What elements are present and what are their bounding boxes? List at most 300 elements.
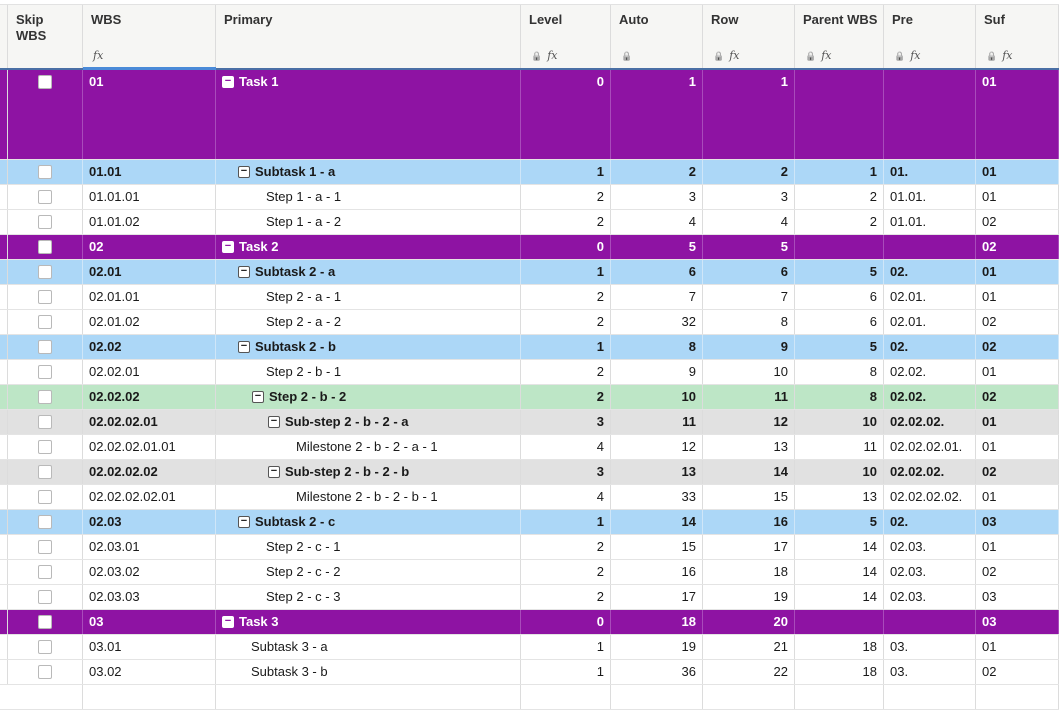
cell-suf[interactable] bbox=[976, 310, 1059, 334]
cell-parent[interactable] bbox=[795, 460, 884, 484]
cell-level[interactable] bbox=[521, 385, 611, 409]
cell-parent[interactable] bbox=[795, 185, 884, 209]
cell-wbs[interactable] bbox=[83, 435, 216, 459]
collapse-toggle-icon[interactable]: − bbox=[268, 466, 280, 478]
cell-wbs[interactable] bbox=[83, 585, 216, 609]
cell-wbs[interactable] bbox=[83, 260, 216, 284]
cell-pre[interactable] bbox=[884, 235, 976, 259]
cell-primary[interactable] bbox=[216, 70, 521, 159]
cell-wbs[interactable] bbox=[83, 235, 216, 259]
cell-wbs[interactable] bbox=[83, 685, 216, 709]
skip-wbs-checkbox[interactable] bbox=[38, 215, 52, 229]
cell-parent[interactable] bbox=[795, 385, 884, 409]
cell-auto[interactable] bbox=[611, 210, 703, 234]
cell-wbs[interactable] bbox=[83, 360, 216, 384]
cell-skip[interactable] bbox=[8, 485, 83, 509]
skip-wbs-checkbox[interactable] bbox=[38, 440, 52, 454]
cell-skip[interactable] bbox=[8, 510, 83, 534]
cell-skip[interactable] bbox=[8, 235, 83, 259]
column-header-parent[interactable] bbox=[795, 5, 884, 68]
cell-parent[interactable] bbox=[795, 310, 884, 334]
cell-suf[interactable] bbox=[976, 610, 1059, 634]
level-value: 2 bbox=[596, 189, 604, 204]
cell-parent[interactable] bbox=[795, 685, 884, 709]
cell-row[interactable] bbox=[703, 285, 795, 309]
table-row[interactable] bbox=[0, 335, 1059, 360]
column-header-pre[interactable] bbox=[884, 5, 976, 68]
cell-suf[interactable] bbox=[976, 385, 1059, 409]
cell-suf[interactable] bbox=[976, 485, 1059, 509]
cell-primary[interactable] bbox=[216, 360, 521, 384]
cell-skip[interactable] bbox=[8, 210, 83, 234]
cell-parent[interactable] bbox=[795, 660, 884, 684]
column-header-auto[interactable] bbox=[611, 5, 703, 68]
cell-wbs[interactable] bbox=[83, 160, 216, 184]
cell-pre[interactable] bbox=[884, 510, 976, 534]
cell-suf[interactable] bbox=[976, 635, 1059, 659]
table-row[interactable] bbox=[0, 535, 1059, 560]
cell-wbs[interactable] bbox=[83, 410, 216, 434]
skip-wbs-checkbox[interactable] bbox=[38, 365, 52, 379]
cell-suf[interactable] bbox=[976, 585, 1059, 609]
cell-wbs[interactable] bbox=[83, 460, 216, 484]
cell-parent[interactable] bbox=[795, 235, 884, 259]
skip-wbs-checkbox[interactable] bbox=[38, 665, 52, 679]
cell-parent[interactable] bbox=[795, 435, 884, 459]
cell-row[interactable] bbox=[703, 335, 795, 359]
collapse-toggle-icon[interactable]: − bbox=[252, 391, 264, 403]
skip-wbs-checkbox[interactable] bbox=[38, 75, 52, 89]
cell-wbs[interactable] bbox=[83, 635, 216, 659]
cell-pre[interactable] bbox=[884, 685, 976, 709]
cell-parent[interactable] bbox=[795, 160, 884, 184]
table-row[interactable] bbox=[0, 435, 1059, 460]
skip-wbs-checkbox[interactable] bbox=[38, 240, 52, 254]
cell-row[interactable] bbox=[703, 185, 795, 209]
row-gutter[interactable] bbox=[0, 585, 8, 609]
row-gutter[interactable] bbox=[0, 310, 8, 334]
cell-wbs[interactable] bbox=[83, 610, 216, 634]
table-row[interactable] bbox=[0, 160, 1059, 185]
cell-level[interactable] bbox=[521, 610, 611, 634]
cell-pre[interactable] bbox=[884, 435, 976, 459]
cell-primary[interactable] bbox=[216, 460, 521, 484]
row-gutter[interactable] bbox=[0, 70, 8, 159]
cell-parent[interactable] bbox=[795, 635, 884, 659]
cell-primary[interactable] bbox=[216, 160, 521, 184]
cell-suf[interactable] bbox=[976, 70, 1059, 159]
cell-primary[interactable] bbox=[216, 185, 521, 209]
table-row[interactable] bbox=[0, 560, 1059, 585]
cell-row[interactable] bbox=[703, 610, 795, 634]
cell-pre[interactable] bbox=[884, 410, 976, 434]
cell-skip[interactable] bbox=[8, 660, 83, 684]
cell-parent[interactable] bbox=[795, 410, 884, 434]
column-header-row[interactable] bbox=[703, 5, 795, 68]
cell-pre[interactable] bbox=[884, 585, 976, 609]
cell-parent[interactable] bbox=[795, 485, 884, 509]
cell-level[interactable] bbox=[521, 260, 611, 284]
table-row[interactable] bbox=[0, 260, 1059, 285]
auto-value: 18 bbox=[681, 614, 696, 629]
row-gutter[interactable] bbox=[0, 160, 8, 184]
cell-suf[interactable] bbox=[976, 410, 1059, 434]
cell-pre[interactable] bbox=[884, 535, 976, 559]
cell-skip[interactable] bbox=[8, 410, 83, 434]
table-row[interactable] bbox=[0, 70, 1059, 160]
cell-row[interactable] bbox=[703, 510, 795, 534]
collapse-toggle-icon[interactable]: − bbox=[222, 241, 234, 253]
parent-value: 11 bbox=[863, 439, 877, 454]
cell-level[interactable] bbox=[521, 685, 611, 709]
cell-pre[interactable] bbox=[884, 260, 976, 284]
cell-suf[interactable] bbox=[976, 435, 1059, 459]
cell-skip[interactable] bbox=[8, 560, 83, 584]
row-gutter[interactable] bbox=[0, 535, 8, 559]
cell-wbs[interactable] bbox=[83, 285, 216, 309]
collapse-toggle-icon[interactable]: − bbox=[238, 266, 250, 278]
cell-row[interactable] bbox=[703, 685, 795, 709]
row-gutter[interactable] bbox=[0, 410, 8, 434]
row-gutter[interactable] bbox=[0, 360, 8, 384]
collapse-toggle-icon[interactable]: − bbox=[238, 516, 250, 528]
skip-wbs-checkbox[interactable] bbox=[38, 565, 52, 579]
table-row[interactable] bbox=[0, 360, 1059, 385]
cell-skip[interactable] bbox=[8, 360, 83, 384]
skip-wbs-checkbox[interactable] bbox=[38, 590, 52, 604]
cell-auto[interactable] bbox=[611, 360, 703, 384]
table-row[interactable] bbox=[0, 385, 1059, 410]
cell-pre[interactable] bbox=[884, 160, 976, 184]
table-row[interactable] bbox=[0, 410, 1059, 435]
cell-suf[interactable] bbox=[976, 510, 1059, 534]
table-row[interactable] bbox=[0, 485, 1059, 510]
row-gutter[interactable] bbox=[0, 610, 8, 634]
row-gutter[interactable] bbox=[0, 485, 8, 509]
cell-skip[interactable] bbox=[8, 460, 83, 484]
column-header-label: Parent WBS bbox=[803, 12, 878, 27]
cell-suf[interactable] bbox=[976, 685, 1059, 709]
cell-skip[interactable] bbox=[8, 160, 83, 184]
skip-wbs-checkbox[interactable] bbox=[38, 415, 52, 429]
cell-level[interactable] bbox=[521, 185, 611, 209]
column-header-skip[interactable] bbox=[8, 5, 83, 68]
column-header-level[interactable] bbox=[521, 5, 611, 68]
cell-auto[interactable] bbox=[611, 585, 703, 609]
row-gutter[interactable] bbox=[0, 235, 8, 259]
cell-level[interactable] bbox=[521, 485, 611, 509]
cell-wbs[interactable] bbox=[83, 485, 216, 509]
cell-auto[interactable] bbox=[611, 260, 703, 284]
row-gutter[interactable] bbox=[0, 510, 8, 534]
cell-suf[interactable] bbox=[976, 160, 1059, 184]
cell-wbs[interactable] bbox=[83, 335, 216, 359]
cell-row[interactable] bbox=[703, 235, 795, 259]
cell-auto[interactable] bbox=[611, 460, 703, 484]
skip-wbs-checkbox[interactable] bbox=[38, 515, 52, 529]
cell-suf[interactable] bbox=[976, 460, 1059, 484]
cell-suf[interactable] bbox=[976, 185, 1059, 209]
column-header-wbs[interactable] bbox=[83, 5, 216, 68]
cell-pre[interactable] bbox=[884, 385, 976, 409]
cell-wbs[interactable] bbox=[83, 510, 216, 534]
cell-pre[interactable] bbox=[884, 210, 976, 234]
cell-wbs[interactable] bbox=[83, 185, 216, 209]
row-gutter[interactable] bbox=[0, 660, 8, 684]
cell-parent[interactable] bbox=[795, 360, 884, 384]
cell-level[interactable] bbox=[521, 285, 611, 309]
cell-pre[interactable] bbox=[884, 310, 976, 334]
cell-skip[interactable] bbox=[8, 685, 83, 709]
cell-row[interactable] bbox=[703, 460, 795, 484]
cell-row[interactable] bbox=[703, 160, 795, 184]
cell-level[interactable] bbox=[521, 335, 611, 359]
cell-skip[interactable] bbox=[8, 310, 83, 334]
cell-parent[interactable] bbox=[795, 585, 884, 609]
cell-suf[interactable] bbox=[976, 260, 1059, 284]
skip-wbs-checkbox[interactable] bbox=[38, 290, 52, 304]
table-row[interactable] bbox=[0, 660, 1059, 685]
cell-auto[interactable] bbox=[611, 335, 703, 359]
row-gutter[interactable] bbox=[0, 460, 8, 484]
cell-primary[interactable] bbox=[216, 485, 521, 509]
collapse-toggle-icon[interactable]: − bbox=[238, 341, 250, 353]
skip-wbs-checkbox[interactable] bbox=[38, 315, 52, 329]
cell-skip[interactable] bbox=[8, 185, 83, 209]
collapse-toggle-icon[interactable]: − bbox=[238, 166, 250, 178]
cell-level[interactable] bbox=[521, 70, 611, 159]
cell-primary[interactable] bbox=[216, 435, 521, 459]
skip-wbs-checkbox[interactable] bbox=[38, 340, 52, 354]
cell-suf[interactable] bbox=[976, 560, 1059, 584]
cell-skip[interactable] bbox=[8, 385, 83, 409]
collapse-toggle-icon[interactable]: − bbox=[222, 616, 234, 628]
cell-skip[interactable] bbox=[8, 335, 83, 359]
cell-pre[interactable] bbox=[884, 460, 976, 484]
row-gutter[interactable] bbox=[0, 560, 8, 584]
cell-wbs[interactable] bbox=[83, 210, 216, 234]
skip-wbs-checkbox[interactable] bbox=[38, 190, 52, 204]
cell-wbs[interactable] bbox=[83, 560, 216, 584]
cell-primary[interactable] bbox=[216, 660, 521, 684]
collapse-toggle-icon[interactable]: − bbox=[268, 416, 280, 428]
cell-level[interactable] bbox=[521, 235, 611, 259]
cell-primary[interactable] bbox=[216, 610, 521, 634]
cell-level[interactable] bbox=[521, 160, 611, 184]
cell-primary[interactable] bbox=[216, 310, 521, 334]
cell-parent[interactable] bbox=[795, 510, 884, 534]
cell-auto[interactable] bbox=[611, 610, 703, 634]
skip-wbs-checkbox[interactable] bbox=[38, 465, 52, 479]
cell-level[interactable] bbox=[521, 460, 611, 484]
cell-row[interactable] bbox=[703, 310, 795, 334]
row-gutter[interactable] bbox=[0, 185, 8, 209]
cell-level[interactable] bbox=[521, 310, 611, 334]
cell-level[interactable] bbox=[521, 535, 611, 559]
cell-skip[interactable] bbox=[8, 585, 83, 609]
cell-parent[interactable] bbox=[795, 335, 884, 359]
column-header-label: Pre bbox=[892, 12, 913, 27]
cell-pre[interactable] bbox=[884, 285, 976, 309]
cell-auto[interactable] bbox=[611, 285, 703, 309]
cell-pre[interactable] bbox=[884, 485, 976, 509]
cell-row[interactable] bbox=[703, 410, 795, 434]
cell-primary[interactable] bbox=[216, 560, 521, 584]
cell-pre[interactable] bbox=[884, 335, 976, 359]
table-row[interactable] bbox=[0, 285, 1059, 310]
cell-row[interactable] bbox=[703, 660, 795, 684]
cell-parent[interactable] bbox=[795, 535, 884, 559]
cell-primary[interactable] bbox=[216, 260, 521, 284]
cell-auto[interactable] bbox=[611, 435, 703, 459]
cell-row[interactable] bbox=[703, 635, 795, 659]
cell-pre[interactable] bbox=[884, 660, 976, 684]
cell-row[interactable] bbox=[703, 585, 795, 609]
cell-row[interactable] bbox=[703, 260, 795, 284]
table-row[interactable] bbox=[0, 510, 1059, 535]
cell-auto[interactable] bbox=[611, 185, 703, 209]
cell-auto[interactable] bbox=[611, 660, 703, 684]
cell-skip[interactable] bbox=[8, 635, 83, 659]
primary-text: Task 1 bbox=[239, 74, 279, 89]
cell-wbs[interactable] bbox=[83, 535, 216, 559]
cell-auto[interactable] bbox=[611, 70, 703, 159]
cell-pre[interactable] bbox=[884, 610, 976, 634]
cell-row[interactable] bbox=[703, 210, 795, 234]
cell-level[interactable] bbox=[521, 435, 611, 459]
cell-auto[interactable] bbox=[611, 485, 703, 509]
cell-auto[interactable] bbox=[611, 635, 703, 659]
cell-level[interactable] bbox=[521, 635, 611, 659]
table-row[interactable] bbox=[0, 585, 1059, 610]
cell-parent[interactable] bbox=[795, 260, 884, 284]
cell-parent[interactable] bbox=[795, 560, 884, 584]
cell-auto[interactable] bbox=[611, 310, 703, 334]
table-row[interactable] bbox=[0, 310, 1059, 335]
cell-parent[interactable] bbox=[795, 70, 884, 159]
table-row[interactable] bbox=[0, 235, 1059, 260]
skip-wbs-checkbox[interactable] bbox=[38, 265, 52, 279]
cell-skip[interactable] bbox=[8, 260, 83, 284]
cell-primary[interactable] bbox=[216, 335, 521, 359]
row-gutter[interactable] bbox=[0, 335, 8, 359]
cell-skip[interactable] bbox=[8, 610, 83, 634]
cell-primary[interactable] bbox=[216, 285, 521, 309]
cell-auto[interactable] bbox=[611, 160, 703, 184]
cell-wbs[interactable] bbox=[83, 385, 216, 409]
cell-skip[interactable] bbox=[8, 285, 83, 309]
row-gutter[interactable] bbox=[0, 385, 8, 409]
cell-primary[interactable] bbox=[216, 585, 521, 609]
cell-level[interactable] bbox=[521, 510, 611, 534]
cell-primary[interactable] bbox=[216, 210, 521, 234]
cell-pre[interactable] bbox=[884, 185, 976, 209]
cell-primary[interactable] bbox=[216, 410, 521, 434]
cell-primary[interactable] bbox=[216, 635, 521, 659]
skip-wbs-checkbox[interactable] bbox=[38, 165, 52, 179]
cell-row[interactable] bbox=[703, 70, 795, 159]
cell-primary[interactable] bbox=[216, 510, 521, 534]
cell-parent[interactable] bbox=[795, 210, 884, 234]
row-gutter[interactable] bbox=[0, 260, 8, 284]
skip-wbs-checkbox[interactable] bbox=[38, 640, 52, 654]
row-gutter[interactable] bbox=[0, 635, 8, 659]
cell-primary[interactable] bbox=[216, 535, 521, 559]
skip-wbs-checkbox[interactable] bbox=[38, 490, 52, 504]
cell-suf[interactable] bbox=[976, 210, 1059, 234]
cell-auto[interactable] bbox=[611, 685, 703, 709]
cell-suf[interactable] bbox=[976, 335, 1059, 359]
column-header-primary[interactable] bbox=[216, 5, 521, 68]
cell-auto[interactable] bbox=[611, 410, 703, 434]
cell-suf[interactable] bbox=[976, 360, 1059, 384]
cell-suf[interactable] bbox=[976, 285, 1059, 309]
cell-skip[interactable] bbox=[8, 535, 83, 559]
cell-auto[interactable] bbox=[611, 510, 703, 534]
cell-level[interactable] bbox=[521, 585, 611, 609]
cell-pre[interactable] bbox=[884, 635, 976, 659]
table-row[interactable] bbox=[0, 185, 1059, 210]
cell-parent[interactable] bbox=[795, 285, 884, 309]
cell-level[interactable] bbox=[521, 660, 611, 684]
primary-text: Subtask 2 - c bbox=[255, 514, 336, 529]
cell-pre[interactable] bbox=[884, 70, 976, 159]
cell-primary[interactable] bbox=[216, 235, 521, 259]
cell-row[interactable] bbox=[703, 485, 795, 509]
cell-pre[interactable] bbox=[884, 560, 976, 584]
skip-wbs-checkbox[interactable] bbox=[38, 615, 52, 629]
cell-primary[interactable] bbox=[216, 385, 521, 409]
cell-level[interactable] bbox=[521, 560, 611, 584]
cell-row[interactable] bbox=[703, 360, 795, 384]
cell-primary[interactable] bbox=[216, 685, 521, 709]
cell-auto[interactable] bbox=[611, 560, 703, 584]
cell-parent[interactable] bbox=[795, 610, 884, 634]
collapse-toggle-icon[interactable]: − bbox=[222, 76, 234, 88]
skip-wbs-checkbox[interactable] bbox=[38, 540, 52, 554]
cell-row[interactable] bbox=[703, 560, 795, 584]
cell-level[interactable] bbox=[521, 360, 611, 384]
cell-wbs[interactable] bbox=[83, 310, 216, 334]
cell-skip[interactable] bbox=[8, 70, 83, 159]
row-gutter[interactable] bbox=[0, 285, 8, 309]
cell-row[interactable] bbox=[703, 385, 795, 409]
table-row[interactable] bbox=[0, 210, 1059, 235]
row-gutter[interactable] bbox=[0, 210, 8, 234]
cell-wbs[interactable] bbox=[83, 70, 216, 159]
table-row[interactable] bbox=[0, 610, 1059, 635]
cell-pre[interactable] bbox=[884, 360, 976, 384]
cell-auto[interactable] bbox=[611, 235, 703, 259]
cell-suf[interactable] bbox=[976, 660, 1059, 684]
cell-skip[interactable] bbox=[8, 435, 83, 459]
row-gutter[interactable] bbox=[0, 435, 8, 459]
cell-suf[interactable] bbox=[976, 235, 1059, 259]
cell-row[interactable] bbox=[703, 435, 795, 459]
cell-row[interactable] bbox=[703, 535, 795, 559]
cell-suf[interactable] bbox=[976, 535, 1059, 559]
column-header-suf[interactable] bbox=[976, 5, 1059, 68]
cell-auto[interactable] bbox=[611, 535, 703, 559]
table-row[interactable] bbox=[0, 460, 1059, 485]
skip-wbs-checkbox[interactable] bbox=[38, 390, 52, 404]
cell-wbs[interactable] bbox=[83, 660, 216, 684]
cell-level[interactable] bbox=[521, 210, 611, 234]
primary-text: Task 2 bbox=[239, 239, 279, 254]
cell-auto[interactable] bbox=[611, 385, 703, 409]
table-row[interactable] bbox=[0, 635, 1059, 660]
cell-level[interactable] bbox=[521, 410, 611, 434]
